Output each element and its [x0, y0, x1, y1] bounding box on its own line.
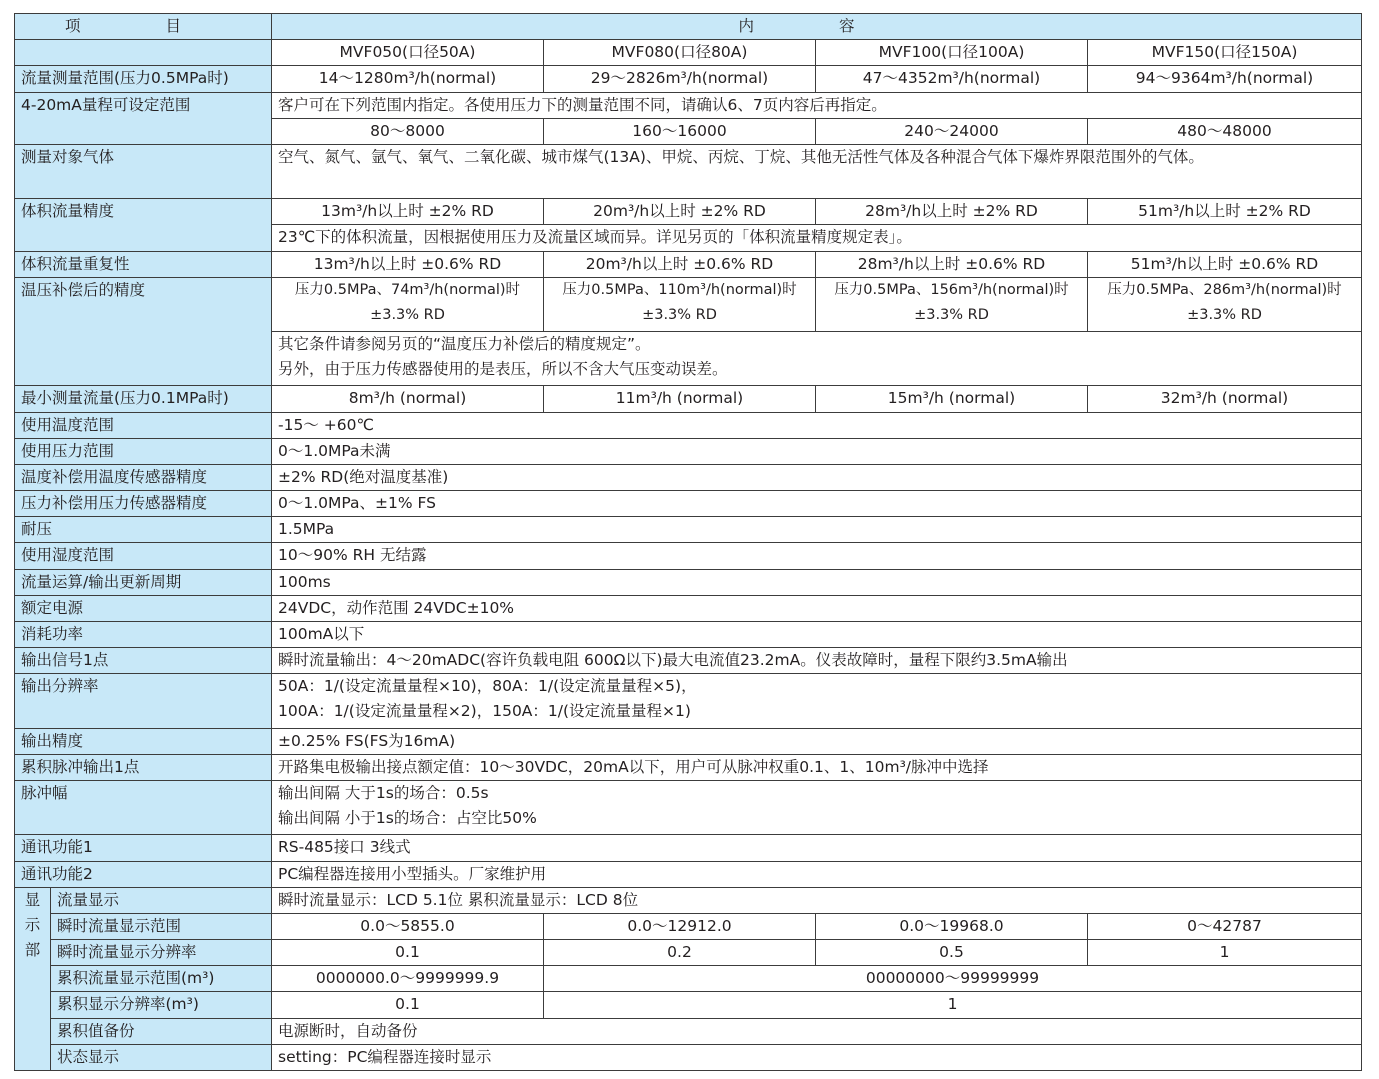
cell-value: 0.0～19968.0 — [816, 913, 1088, 939]
row-label: 累积值备份 — [51, 1018, 272, 1044]
spec-table — [14, 13, 1362, 1071]
row-label: 4-20mA量程可设定范围 — [15, 92, 272, 144]
cell-value: 压力0.5MPa、156m³/h(normal)时 ±3.3% RD — [816, 277, 1088, 331]
cell-text: 开路集电极输出接点额定值：10～30VDC，20mA以下，用户可从脉冲权重0.1、1、10m³/脉冲中选择 — [272, 754, 1362, 780]
row-label: 额定电源 — [15, 595, 272, 621]
cell-value: 51m³/h以上时 ±0.6% RD — [1088, 251, 1362, 277]
row-label: 流量测量范围(压力0.5MPa时) — [15, 66, 272, 92]
cell-value: 00000000～99999999 — [544, 966, 1362, 992]
row-label: 测量对象气体 — [15, 144, 272, 198]
row-label: 体积流量重复性 — [15, 251, 272, 277]
row-label: 累积流量显示范围(m³) — [51, 966, 272, 992]
cell-text: 10～90% RH 无结露 — [272, 543, 1362, 569]
cell-note: 其它条件请参阅另页的“温度压力补偿后的精度规定”。 另外，由于压力传感器使用的是表压，所以不含大气压变动误差。 — [272, 332, 1362, 386]
row-label: 最小测量流量(压力0.1MPa时) — [15, 386, 272, 412]
row-label: 使用温度范围 — [15, 412, 272, 438]
row-label: 累积脉冲输出1点 — [15, 754, 272, 780]
cell-note: 23℃下的体积流量，因根据使用压力及流量区域而异。详见另页的「体积流量精度规定表」。 — [272, 225, 1362, 251]
cell-text: ±0.25% FS(FS为16mA) — [272, 728, 1362, 754]
cell-value: 51m³/h以上时 ±2% RD — [1088, 199, 1362, 225]
row-label: 瞬时流量显示范围 — [51, 913, 272, 939]
row-label: 流量运算/输出更新周期 — [15, 569, 272, 595]
cell-value: 47～4352m³/h(normal) — [816, 66, 1088, 92]
cell-value: 13m³/h以上时 ±2% RD — [272, 199, 544, 225]
cell-text: 瞬时流量显示：LCD 5.1位 累积流量显示：LCD 8位 — [272, 887, 1362, 913]
row-label: 累积显示分辨率(m³) — [51, 992, 272, 1018]
cell-text: setting：PC编程器连接时显示 — [272, 1044, 1362, 1070]
cell-value: 240～24000 — [816, 118, 1088, 144]
cell-text: 瞬时流量输出：4～20mADC(容许负载电阻 600Ω以下)最大电流值23.2mA。仪表故障时，量程下限约3.5mA输出 — [272, 648, 1362, 674]
row-label: 消耗功率 — [15, 622, 272, 648]
row-label: 通讯功能2 — [15, 861, 272, 887]
cell-value: 14～1280m³/h(normal) — [272, 66, 544, 92]
row-label: 使用湿度范围 — [15, 543, 272, 569]
row-label: 输出精度 — [15, 728, 272, 754]
cell-value: 11m³/h (normal) — [544, 386, 816, 412]
cell-text: 50A：1/(设定流量量程×10)，80A：1/(设定流量量程×5)， 100A：1/(设定流量量程×2)，150A：1/(设定流量量程×1) — [272, 674, 1362, 728]
cell-value: 0～42787 — [1088, 913, 1362, 939]
row-label: 流量显示 — [51, 887, 272, 913]
row-label: 状态显示 — [51, 1044, 272, 1070]
header-content: 内 容 — [272, 14, 1362, 40]
cell-value: 160～16000 — [544, 118, 816, 144]
cell-text: 24VDC，动作范围 24VDC±10% — [272, 595, 1362, 621]
cell-text: 0～1.0MPa、±1% FS — [272, 491, 1362, 517]
cell-text: PC编程器连接用小型插头。厂家维护用 — [272, 861, 1362, 887]
cell-text: -15～ +60℃ — [272, 412, 1362, 438]
cell-value: 0.2 — [544, 940, 816, 966]
model-header: MVF150(口径150A) — [1088, 40, 1362, 66]
cell-value: 94～9364m³/h(normal) — [1088, 66, 1362, 92]
cell-value: 压力0.5MPa、110m³/h(normal)时 ±3.3% RD — [544, 277, 816, 331]
cell-value: 8m³/h (normal) — [272, 386, 544, 412]
cell-value: 29～2826m³/h(normal) — [544, 66, 816, 92]
display-section-label: 显 示 部 — [15, 887, 51, 1070]
cell-value: 80～8000 — [272, 118, 544, 144]
cell-value: 1 — [544, 992, 1362, 1018]
row-label: 脉冲幅 — [15, 781, 272, 835]
cell-text: 1.5MPa — [272, 517, 1362, 543]
cell-value: 0.5 — [816, 940, 1088, 966]
cell-value: 压力0.5MPa、286m³/h(normal)时 ±3.3% RD — [1088, 277, 1362, 331]
row-label: 输出信号1点 — [15, 648, 272, 674]
model-header: MVF080(口径80A) — [544, 40, 816, 66]
cell-text: 0～1.0MPa未满 — [272, 438, 1362, 464]
row-label: 温压补偿后的精度 — [15, 277, 272, 386]
row-label: 耐压 — [15, 517, 272, 543]
cell-value: 0.0～5855.0 — [272, 913, 544, 939]
cell-text: RS-485接口 3线式 — [272, 835, 1362, 861]
cell-value: 28m³/h以上时 ±2% RD — [816, 199, 1088, 225]
cell-text: 输出间隔 大于1s的场合：0.5s 输出间隔 小于1s的场合：占空比50% — [272, 781, 1362, 835]
cell-value: 28m³/h以上时 ±0.6% RD — [816, 251, 1088, 277]
cell-value: 0.1 — [272, 940, 544, 966]
cell-value: 13m³/h以上时 ±0.6% RD — [272, 251, 544, 277]
row-label: 使用压力范围 — [15, 438, 272, 464]
cell-note: 客户可在下列范围内指定。各使用压力下的测量范围不同，请确认6、7页内容后再指定。 — [272, 92, 1362, 118]
cell-text: 100ms — [272, 569, 1362, 595]
cell-value: 480～48000 — [1088, 118, 1362, 144]
cell-value: 0.0～12912.0 — [544, 913, 816, 939]
cell-value: 压力0.5MPa、74m³/h(normal)时 ±3.3% RD — [272, 277, 544, 331]
model-header: MVF050(口径50A) — [272, 40, 544, 66]
cell-value: 20m³/h以上时 ±2% RD — [544, 199, 816, 225]
cell-text: 电源断时，自动备份 — [272, 1018, 1362, 1044]
row-label: 通讯功能1 — [15, 835, 272, 861]
row-label: 压力补偿用压力传感器精度 — [15, 491, 272, 517]
cell-text: 100mA以下 — [272, 622, 1362, 648]
cell-value: 15m³/h (normal) — [816, 386, 1088, 412]
header-blank — [15, 40, 272, 66]
cell-value: 32m³/h (normal) — [1088, 386, 1362, 412]
header-item: 项 目 — [15, 14, 272, 40]
cell-value: 1 — [1088, 940, 1362, 966]
row-label: 输出分辨率 — [15, 674, 272, 728]
cell-value: 20m³/h以上时 ±0.6% RD — [544, 251, 816, 277]
row-label: 瞬时流量显示分辨率 — [51, 940, 272, 966]
cell-text: ±2% RD(绝对温度基准) — [272, 464, 1362, 490]
cell-value: 0000000.0～9999999.9 — [272, 966, 544, 992]
cell-value: 0.1 — [272, 992, 544, 1018]
row-label: 体积流量精度 — [15, 199, 272, 251]
row-label: 温度补偿用温度传感器精度 — [15, 464, 272, 490]
model-header: MVF100(口径100A) — [816, 40, 1088, 66]
cell-text: 空气、氮气、氩气、氧气、二氧化碳、城市煤气(13A)、甲烷、丙烷、丁烷、其他无活性气体及各种混合气体下爆炸界限范围外的气体。 — [272, 144, 1362, 198]
